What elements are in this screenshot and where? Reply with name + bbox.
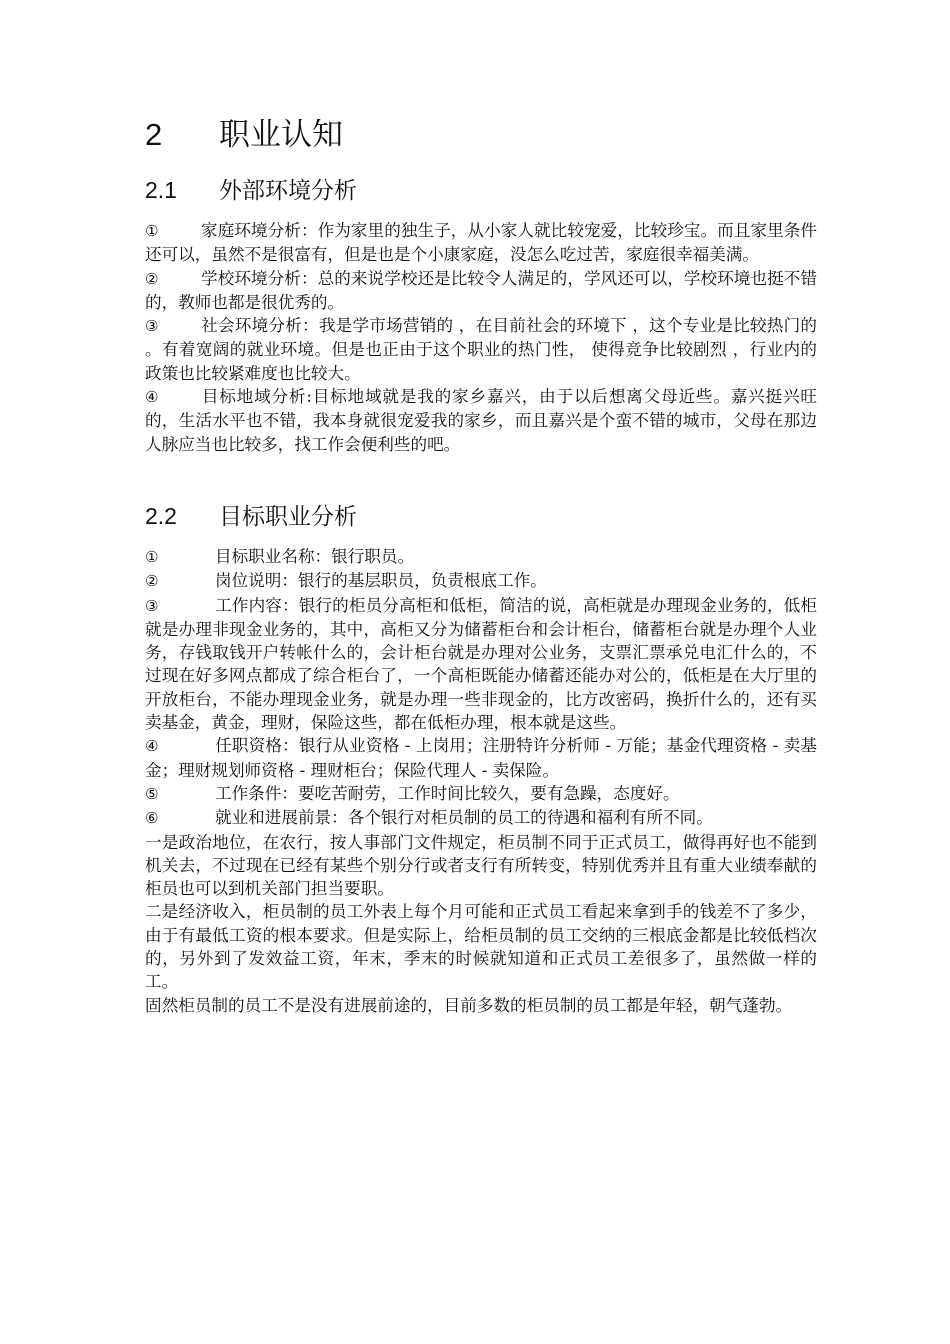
list-item [145,219,817,267]
list-marker: ③ [145,317,159,336]
list-marker: ④ [145,737,159,756]
list-marker: ④ [145,388,159,407]
section-heading-external-environment [145,173,357,208]
list-item-text: 学校环境分析：总的来说学校还是比较令人满足的，学风还可以，学校环境也挺不错的，教师也都是很优秀的。 [145,268,817,312]
chapter-title: 职业认知 [219,117,343,153]
section-body-external-environment [145,219,817,456]
list-marker: ⑥ [145,809,159,828]
list-item [145,314,817,385]
list-item-text: 工作内容：银行的柜员分高柜和低柜，简洁的说，高柜就是办理现金业务的，低柜就是办理非现金业务的，其中，高柜又分为储蓄柜台和会计柜台，储蓄柜台就是办理个人业务，存钱取钱开户转帐什么的，会计柜台就是办理对公业务，支票汇票承兑电汇什么的，不过现在好多网点都成了综合柜台了，一个高柜既能办储蓄还能办对公的，低柜是在大厅里的开放柜台，不能办理现金业务，就是办理一些非现金的，比方改密码，换折什么的，还有买卖基金，黄金，理财，保险这些，都在低柜办理，根本就是这些。 [145,595,817,733]
list-marker: ⑤ [145,784,159,803]
list-item-text: 家庭环境分析：作为家里的独生子，从小家人就比较宠爱，比较珍宝。而且家里条件还可以，虽然不是很富有，但是也是个小康家庭，没怎么吃过苦，家庭很幸福美满。 [145,221,817,265]
body-paragraph: 固然柜员制的员工不是没有进展前途的，目前多数的柜员制的员工都是年轻，朝气蓬勃。 [145,995,793,1015]
body-paragraph: 二是经济收入，柜员制的员工外表上每个月可能和正式员工看起来拿到手的钱差不了多少，由于有最低工资的根本要求。但是实际上，给柜员制的员工交纳的三根底金都是比较低档次的，另外到了发效益工资，年末，季末的时候就知道和正式员工差很多了，虽然做一样的工。 [145,902,817,992]
list-marker: ② [145,269,159,288]
list-item [145,545,817,569]
list-item [145,385,817,456]
list-item-text: 任职资格：银行从业资格 - 上岗用；注册特许分析师 - 万能；基金代理资格 - 卖基金；理财规划师资格 - 理财柜台；保险代理人 - 卖保险。 [145,736,817,780]
body-paragraph: 一是政治地位，在农行，按人事部门文件规定，柜员制不同于正式员工，做得再好也不能到机关去，不过现在已经有某些个别分行或者支行有所转变，特别优秀并且有重大业绩奉献的柜员也可以到机关部门担当要职。 [145,832,817,899]
section-number: 2.1 [145,177,177,203]
list-item [145,734,817,782]
section-heading-target-career [145,499,357,534]
list-item-text: 工作条件：要吃苦耐劳，工作时间比较久，要有急躁，态度好。 [215,783,680,803]
list-item [145,806,817,830]
list-item-text: 目标地域分析:目标地域就是我的家乡嘉兴，由于以后想离父母近些。嘉兴挺兴旺的，生活水平也不错，我本身就很宠爱我的家乡，而且嘉兴是个蛮不错的城市，父母在那边人脉应当也比较多，找工作会便利些的吧。 [145,387,817,454]
list-item-text: 社会环境分析：我是学市场营销的 ，在目前社会的环境下 ，这个专业是比较热门的 。有着宽阔的就业环境。但是也正由于这个职业的热门性， 使得竞争比较剧烈 ，行业内的政策也比较紧难度也比较大。 [145,316,817,383]
list-marker: ② [145,572,159,591]
list-item-text: 目标职业名称：银行职员。 [215,547,415,566]
list-item [145,267,817,315]
section-body-target-career [145,545,817,1017]
list-marker: ③ [145,596,159,615]
list-item-text: 就业和进展前景：各个银行对柜员制的员工的待遇和福利有所不同。 [215,808,713,828]
section-number: 2.2 [145,503,177,529]
list-marker: ① [145,222,159,240]
list-item [145,594,817,735]
list-marker: ① [145,548,159,566]
list-item [145,569,817,593]
list-item [145,782,817,806]
section-title: 外部环境分析 [219,178,357,204]
list-item-text: 岗位说明：银行的基层职员，负责根底工作。 [215,571,547,591]
section-title: 目标职业分析 [219,504,357,530]
chapter-heading [145,112,343,158]
chapter-number: 2 [145,117,163,152]
